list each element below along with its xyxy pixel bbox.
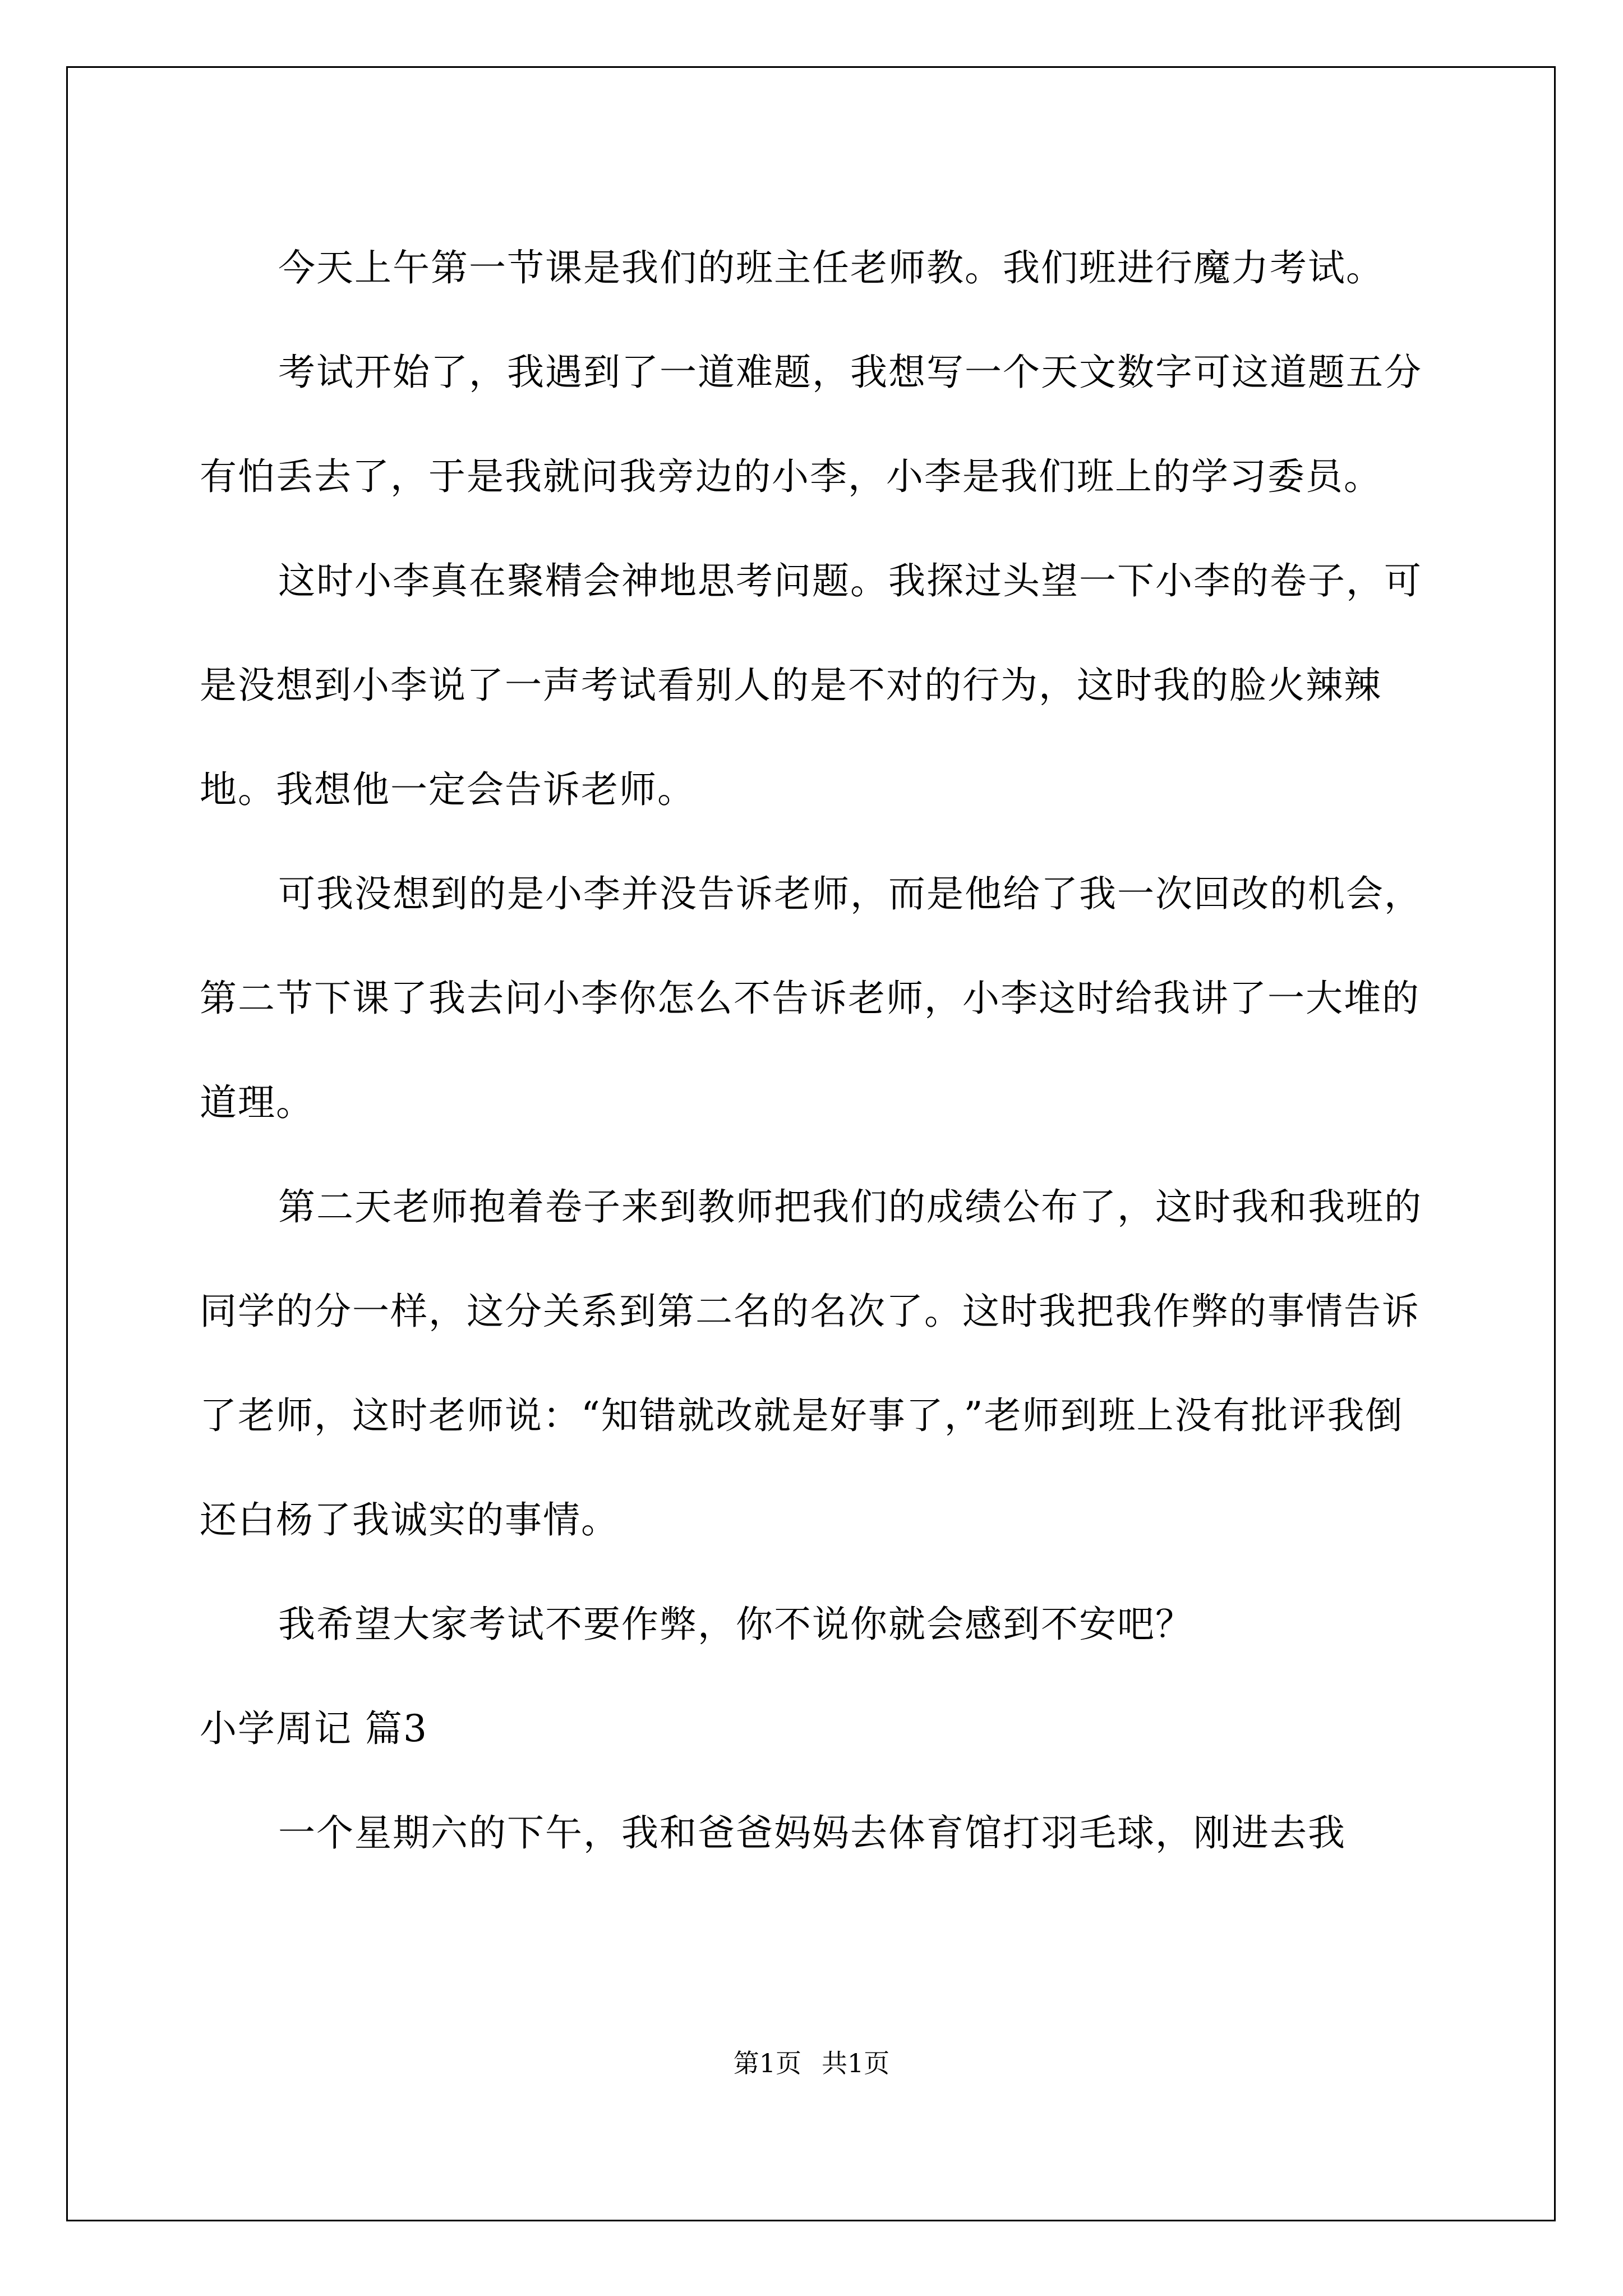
document-body: [200, 216, 1428, 1885]
paragraph-3: 这时小李真在聚精会神地思考问题。我探过头望一下小李的卷子，可是没想到小李说了一声考试看别人的是不对的行为，这时我的脸火辣辣地。我想他一定会告诉老师。: [200, 559, 1422, 811]
paragraph-4: 可我没想到的是小李并没告诉老师，而是他给了我一次回改的机会，第二节下课了我去问小李你怎么不告诉老师，小李这时给我讲了一大堆的道理。: [200, 872, 1422, 1124]
paragraph-6: 我希望大家考试不要作弊，你不说你就会感到不安吧？: [278, 1603, 1193, 1646]
page-total: 共1页: [822, 2048, 890, 2078]
paragraph-2: 考试开始了，我遇到了一道难题，我想写一个天文数字可这道题五分有怕丢去了，于是我就问我旁边的小李，小李是我们班上的学习委员。: [200, 351, 1422, 498]
paragraph-5: 第二天老师抱着卷子来到教师把我们的成绩公布了，这时我和我班的同学的分一样，这分关系到第二名的名次了。这时我把我作弊的事情告诉了老师，这时老师说：“知错就改就是好事了，”老师到班上没有批评我倒还白杨了我诚实的事情。: [200, 1185, 1422, 1542]
paragraph-7: 一个星期六的下午，我和爸爸妈妈去体育馆打羽毛球，刚进去我: [278, 1811, 1346, 1855]
section-heading: 小学周记 篇3: [200, 1707, 428, 1750]
page-footer: [0, 2046, 1623, 2080]
page-number: 第1页: [733, 2048, 801, 2078]
paragraph-1: 今天上午第一节课是我们的班主任老师教。我们班进行魔力考试。: [278, 246, 1384, 289]
